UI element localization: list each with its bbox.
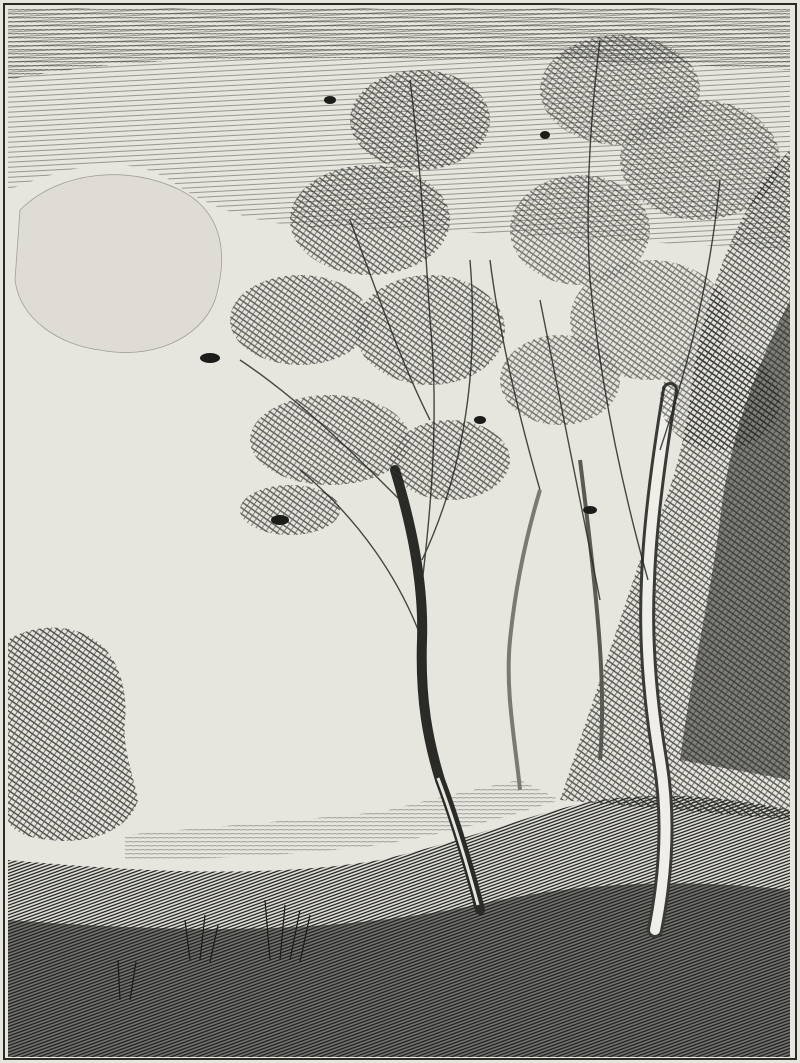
cloud — [15, 175, 222, 353]
